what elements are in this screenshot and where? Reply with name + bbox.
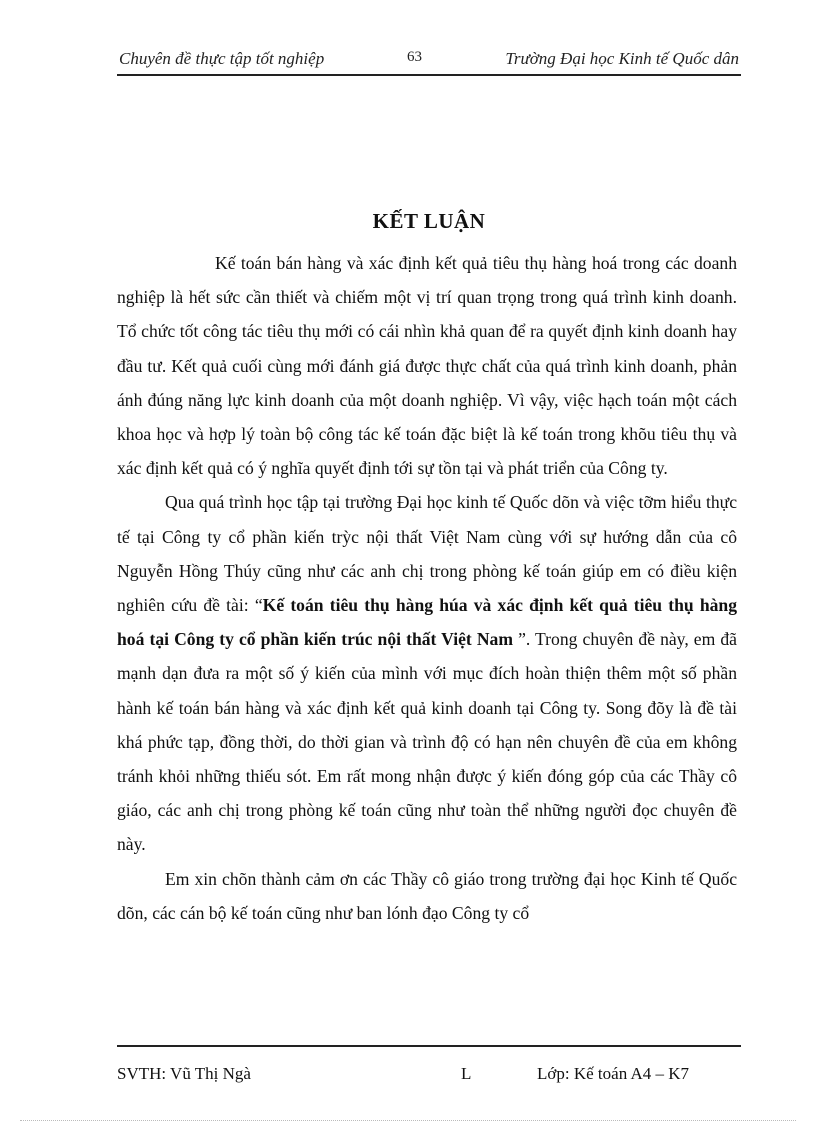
paragraph-3: Em xin chõn thành cảm ơn các Thầy cô giáo trong trường đại học Kinh tế Quốc dõn, các cán bộ kế toán cũng như ban lónh đạo Công ty cổ	[117, 868, 737, 923]
page-title: KẾT LUẬN	[372, 209, 486, 233]
paragraph-2-rest: ”. Trong chuyên đề này, em đã mạnh dạn đưa ra một số ý kiến của mình với mục đích hoàn thiện thêm một số phần hành kế toán bán hàng và xác định kết quả kinh doanh tại Công ty. Song đõy là đề tài khá phức tạp, đồng thời, do thời gian và trình độ có hạn nên chuyên đề của em không tránh khỏi những thiếu sót. Em rất mong nhận được ý kiến đóng góp của các Thầy cô giáo, các anh chị trong phòng kế toán cũng như toàn thể những người đọc chuyên đề này.	[117, 629, 737, 855]
document-body	[117, 246, 737, 930]
header-university: Trường Đại học Kinh tế Quốc dân	[505, 49, 739, 68]
paragraph-2-intro: Qua quá trình học tập tại trường Đại học kinh tế Quốc dõn và việc tỡm hiểu thực tế tại Công ty cổ phần kiến trỳc nội thất Việt Nam cùng với sự hướng dẫn của cô Nguyễn Hồng Thúy cũng như các anh chị trong phòng kế toán giúp em có điều kiện nghiên cứu đề tài: “	[117, 492, 737, 616]
footer-student: SVTH: Vũ Thị Ngà	[117, 1064, 251, 1083]
header-document-type: Chuyên đề thực tập tốt nghiệp	[119, 49, 325, 68]
footer-class: Lớp: Kế toán A4 – K7	[537, 1064, 690, 1083]
paragraph-2	[117, 485, 737, 861]
header-page-number: 63	[407, 49, 422, 65]
paragraph-1: Kế toán bán hàng và xác định kết quả tiêu thụ hàng hoá trong các doanh nghiệp là hết sức cần thiết và chiếm một vị trí quan trọng trong quá trình kinh doanh. Tổ chức tốt công tác tiêu thụ mới có cái nhìn khả quan để ra quyết định kinh doanh hay đầu tư. Kết quả cuối cùng mới đánh giá được thực chất của quá trình kinh doanh, phản ánh đúng năng lực kinh doanh của một doanh nghiệp. Vì vậy, việc hạch toán một cách khoa học và hợp lý toàn bộ công tác kế toán đặc biệt là kế toán trong khõu tiêu thụ và xác định kết quả có ý nghĩa quyết định tới sự tồn tại và phát triển của Công ty.	[117, 253, 737, 479]
page-edge-dotted-line	[20, 1120, 796, 1121]
page-header	[117, 46, 741, 76]
paragraph-2-topic-bold: Kế toán tiêu thụ hàng húa và xác định kết quả tiêu thụ hàng hoá tại Công ty cổ phần kiến trúc nội thất Việt Nam	[117, 595, 737, 650]
footer-divider	[117, 1045, 741, 1047]
footer-mark: L	[461, 1064, 472, 1083]
